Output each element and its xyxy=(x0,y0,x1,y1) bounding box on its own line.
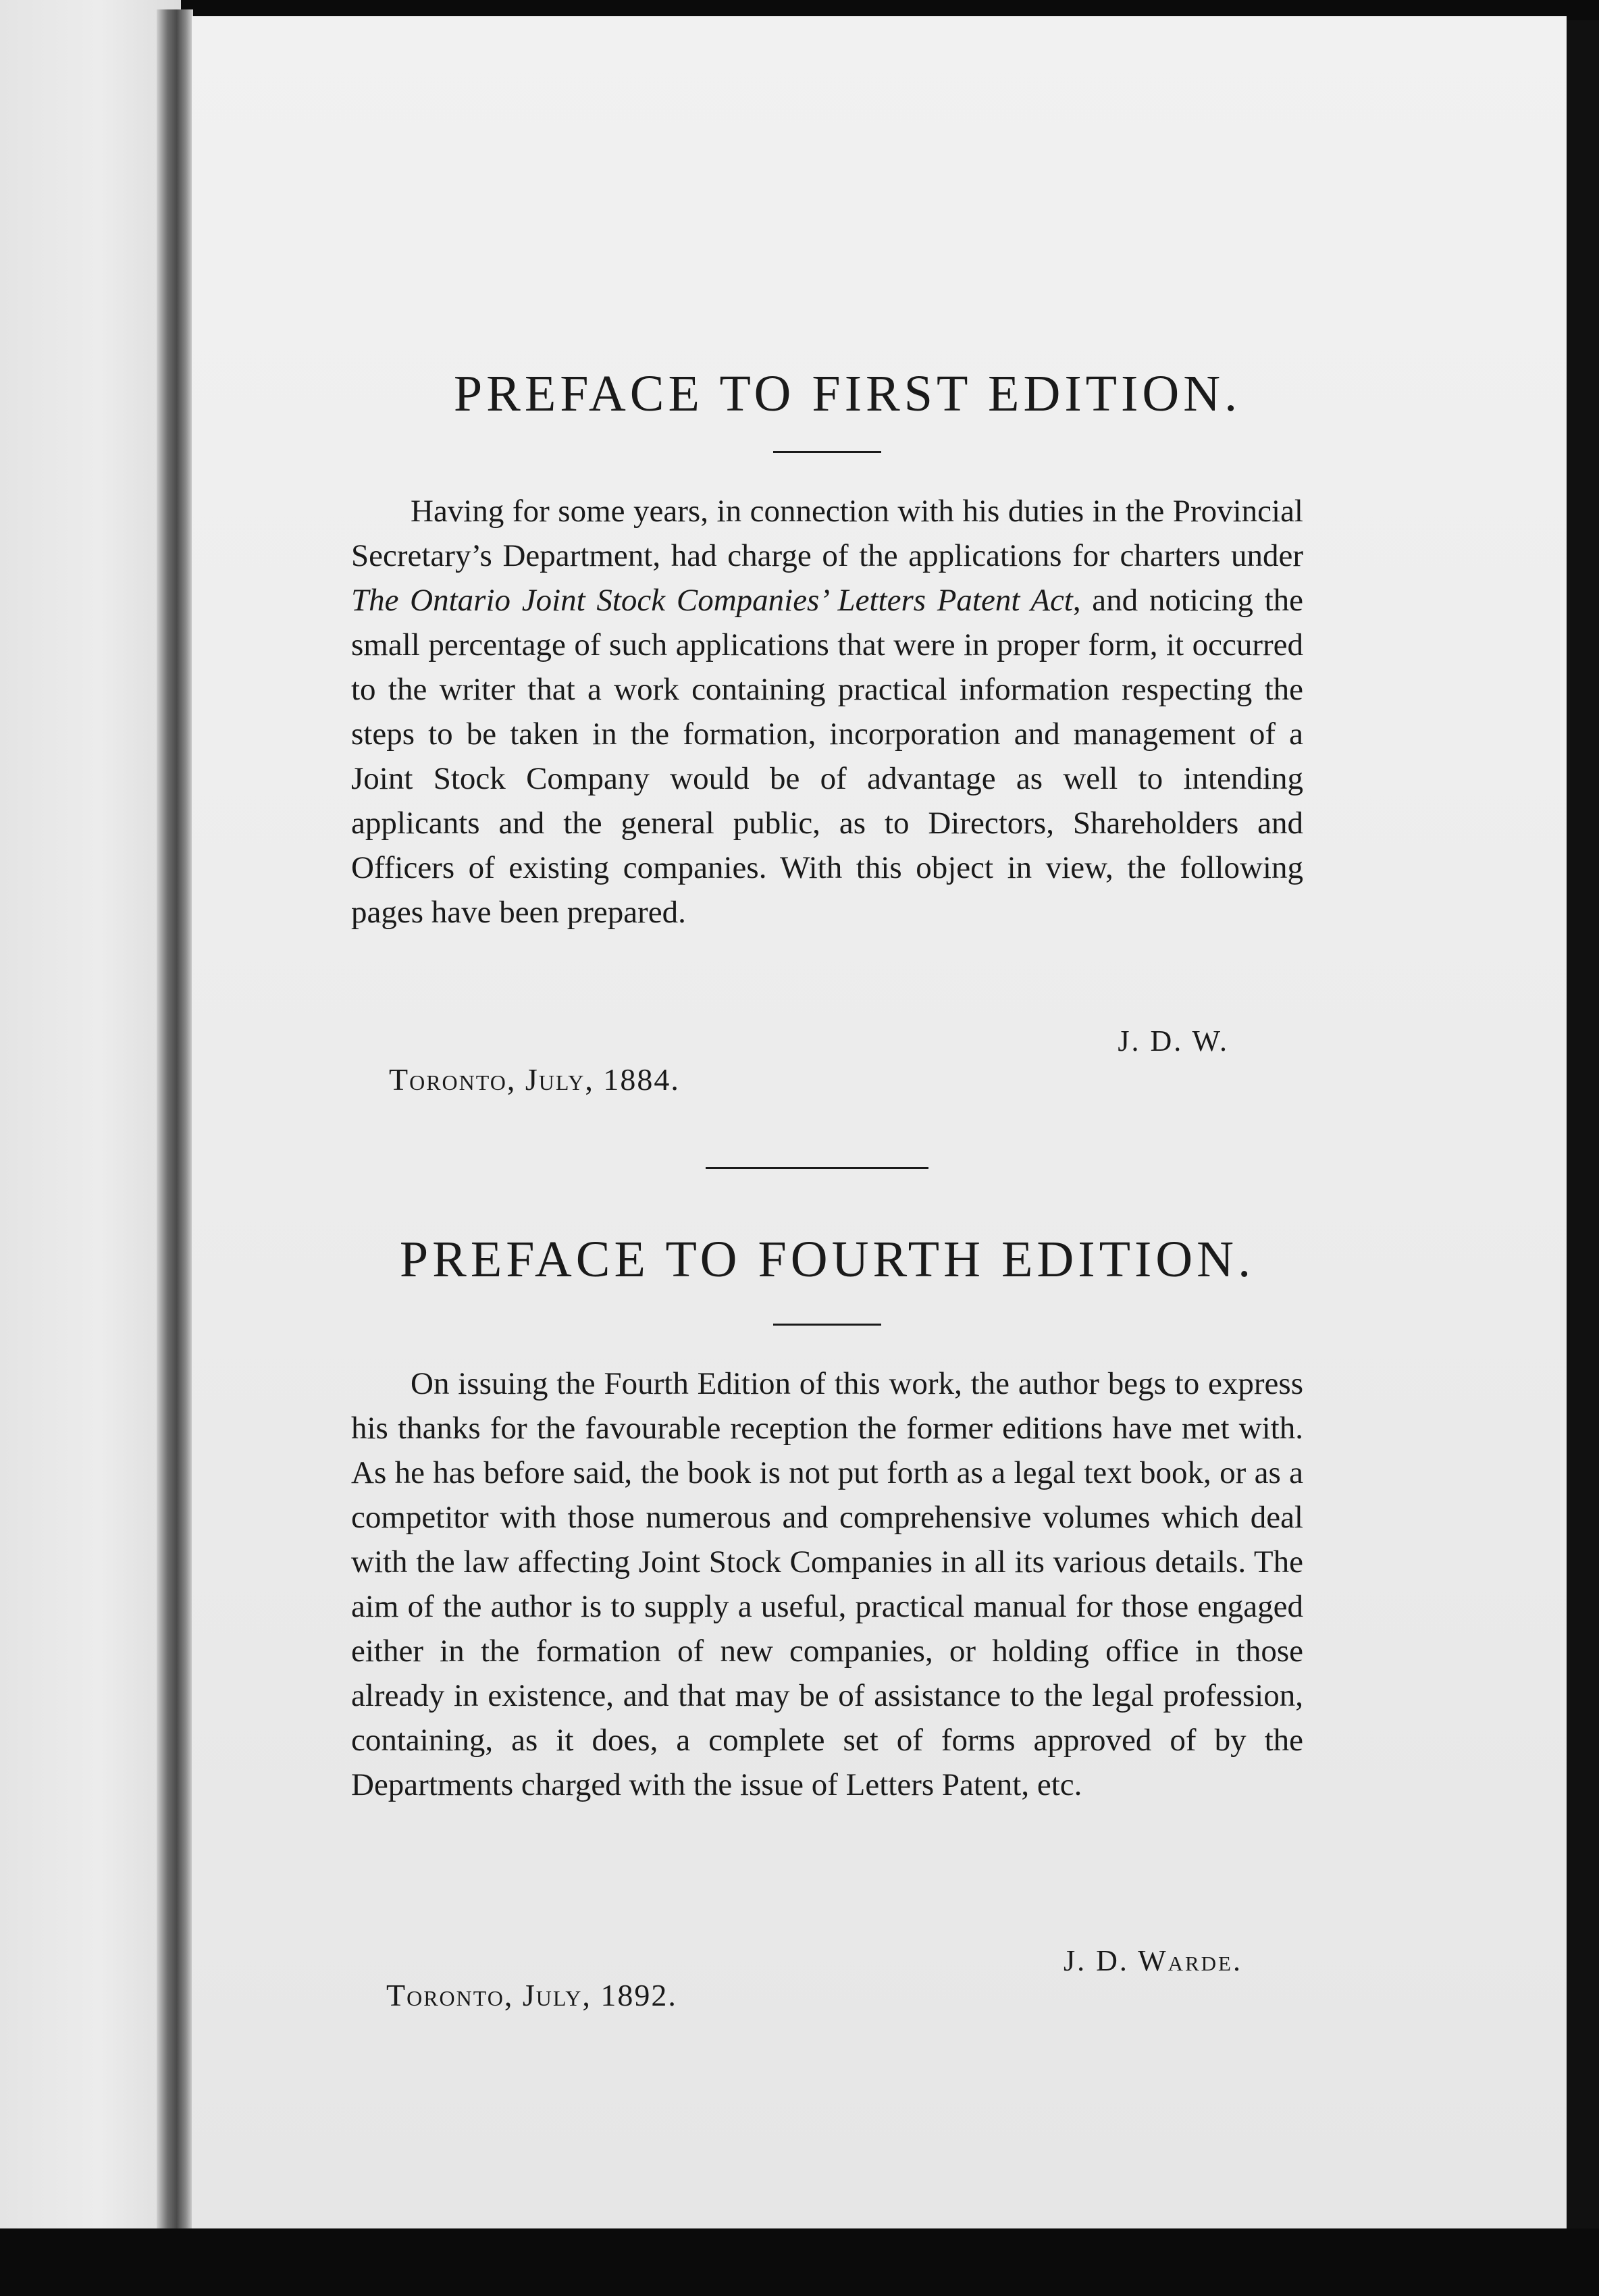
preface-fourth-body: On issuing the Fourth Edition of this work, the author begs to express his thanks for the favourable reception the former editions have met with. As he has before said, the book is not put forth as a legal text book, or as a competitor with those numerous and comprehensive volumes which deal with the law affecting Joint Stock Companies in all its various details. The aim of the author is to supply a useful, practical manual for those engaged either in the formation of new companies, or holding office in those already in existence, and that may be of assistance to the legal profession, containing, as it does, a complete set of forms approved of by the Departments charged with the issue of Letters Patent, etc. xyxy=(351,1366,1303,1802)
section-divider xyxy=(706,1167,928,1169)
title-rule-fourth xyxy=(773,1324,881,1326)
title-rule-first xyxy=(773,451,881,453)
preface-fourth-signature: J. D. Warde. xyxy=(1063,1944,1242,1977)
preface-first-body xyxy=(351,489,1303,935)
preface-first-title: PREFACE TO FIRST EDITION. xyxy=(453,365,1242,422)
preface-fourth-place-date: Toronto, July, 1892. xyxy=(386,1978,677,2012)
preface-first-body-end: , and noticing the small percentage of such applications that were in proper form, it occurred to the writer that a work containing practical information respecting the steps to be taken in the formation, incorporation and management of a Joint Stock Company would be of advantage as well to intending applicants and the general public, as to Directors, Shareholders and Officers of existing companies. With this object in view, the following pages have been prepared. xyxy=(351,583,1303,930)
scan-border-bottom xyxy=(0,2228,1599,2296)
act-name: The Ontario Joint Stock Companies’ Letters Patent Act xyxy=(351,583,1073,618)
preface-first-signature: J. D. W. xyxy=(1118,1024,1229,1058)
preface-fourth-title: PREFACE TO FOURTH EDITION. xyxy=(399,1231,1255,1288)
preface-first-place-date: Toronto, July, 1884. xyxy=(389,1062,680,1097)
facing-page-edge xyxy=(0,0,181,2235)
document-page xyxy=(192,16,1567,2235)
scan-border-right xyxy=(1567,20,1599,2296)
preface-first-body-start: Having for some years, in connection with his duties in the Provincial Secretary’s Department, had charge of the applications for charters under xyxy=(351,494,1303,573)
book-gutter xyxy=(157,9,193,2238)
